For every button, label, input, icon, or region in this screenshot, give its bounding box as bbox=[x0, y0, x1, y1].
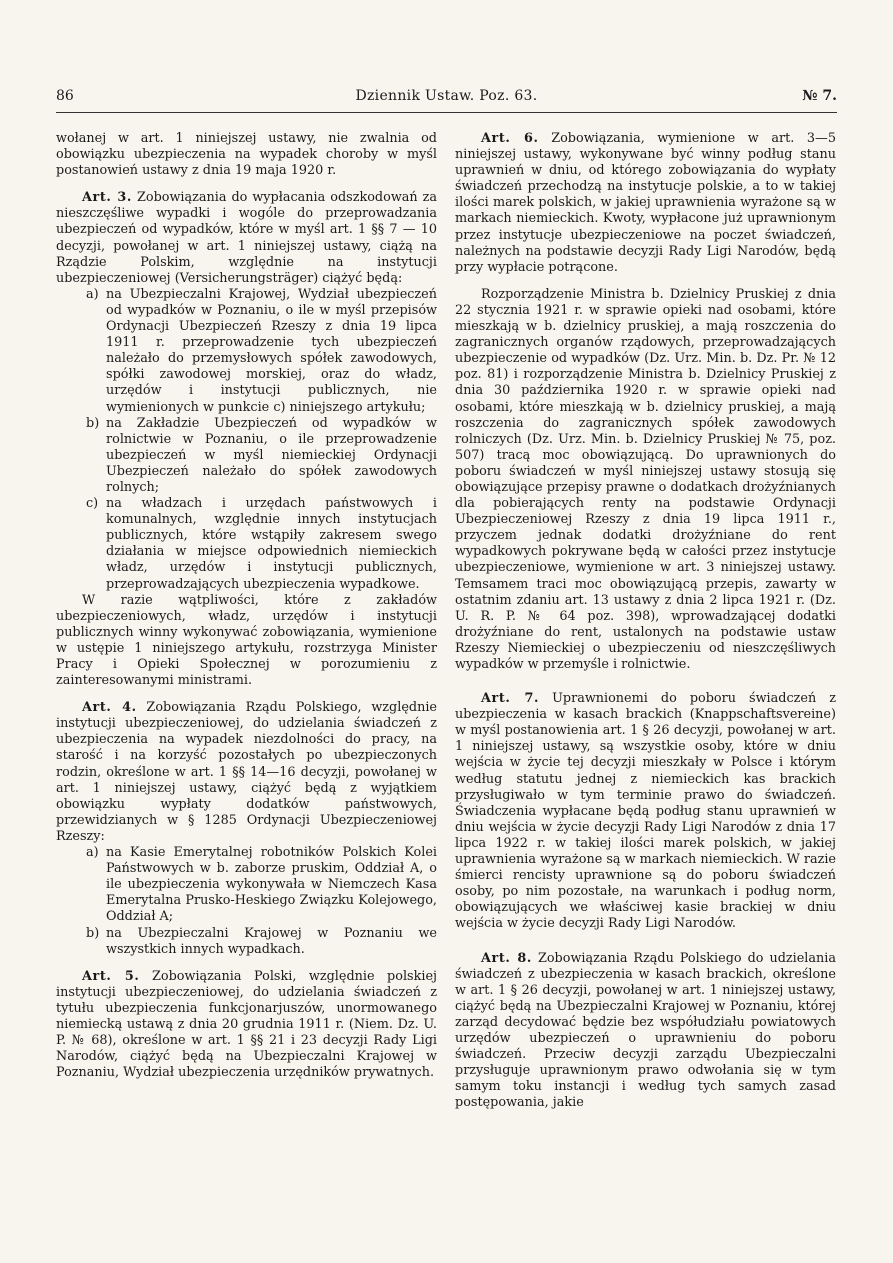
right-column bbox=[455, 131, 836, 1231]
page-header bbox=[56, 88, 837, 113]
article-7 bbox=[455, 691, 836, 932]
article-4-label: Art. 4. bbox=[82, 700, 137, 716]
article-4 bbox=[56, 700, 437, 845]
article-7-text: Uprawnionemi do poboru świadczeń z ubezpieczenia w kasach brackich (Knappschaftsvereine) w myśl postanowienia art. 1 § 26 decyzji, powołanej w art. 1 niniejszej ustawy, są wszystkie osoby, które w dniu wejścia w życie tej decyzji mieszkały w Polsce i którym według statutu jednej z niemieckich kas brackich przysługiwało w tym terminie prawo do świadczeń. Świadczenia wypłacane będą podług stanu uprawnień w dniu wejścia w życie decyzji Rady Ligi Narodów z dnia 17 lipca 1922 r. w takiej ilości marek polskich, w jakiej uprawnienia wyrażone są w markach niemieckich. W razie śmierci rencisty uprawnione są do poboru świadczeń osoby, po nim pozostałe, na warunkach i podług norm, obowiązujących we właściwej kasie brackiej w dniu wejścia w życie decyzji Rady Ligi Narodów. bbox=[455, 691, 836, 932]
list-item: b) na Ubezpieczalni Krajowej w Poznaniu we wszystkich innych wypadkach. bbox=[86, 925, 437, 957]
article-6 bbox=[455, 131, 836, 276]
article-3-label: Art. 3. bbox=[82, 190, 132, 206]
article-6-paragraph-2: Rozporządzenie Ministra b. Dzielnicy Pruskiej z dnia 22 stycznia 1921 r. w sprawie opieki nad osobami, które mieszkają w b. dzielnicy pruskiej, a mają roszczenia do zagranicznych organów rządowych, przeprowadzających ubezpieczenie od wypadków (Dz. Urz. Min. b. Dz. Pr. № 12 poz. 81) i rozporządzenie Ministra b. Dzielnicy Pruskiej z dnia 30 października 1920 r. w sprawie opieki nad osobami, które mieszkają w b. dzielnicy pruskiej, a mają roszczenia do zagranicznych spółek zawodowych rolniczych (Dz. Urz. Min. b. Dzielnicy Pruskiej № 75, poz. 507) tracą moc obowiązującą. Do uprawnionych do poboru świadczeń w myśl niniejszej ustawy stosują się obowiązujące przepisy prawne o dodatkach drożyźnianych dla pobierających renty na podstawie Ordynacji Ubezpieczeniowej Rzeszy z dnia 19 lipca 1911 r., przyczem jednak dodatki drożyźniane do rent wypadkowych pokrywane będą w całości przez instytucje ubezpieczeniowe, wymienione w art. 3 niniejszej ustawy. Temsamem traci moc obowiązującą przepis, zawarty w ostatnim zdaniu art. 13 ustawy z dnia 2 lipca 1921 r. (Dz. U. R. P. № 64 poz. 398), wprowadzającej dodatki drożyźniane do rent, ustalonych na podstawie ustaw Rzeszy Niemieckiej o ubezpieczeniu od nieszczęśliwych wypadków w przemyśle i rolnictwie. bbox=[455, 286, 836, 672]
issue-number: № 7. bbox=[802, 88, 837, 104]
article-3 bbox=[56, 190, 437, 287]
article-8-label: Art. 8. bbox=[481, 950, 532, 966]
journal-title: Dziennik Ustaw. Poz. 63. bbox=[355, 88, 538, 104]
article-7-label: Art. 7. bbox=[481, 691, 540, 707]
left-column bbox=[56, 131, 437, 1231]
article-3-text: Zobowiązania do wypłacania odszkodowań za nieszczęśliwe wypadki i wogóle do przeprowadzania ubezpieczeń od wypadków, które w myśl art. 1 §§ 7 — 10 decyzji, powołanej w art. 1 niniejszej ustawy, ciążą na Rządzie Polskim, względnie na instytucji ubezpieczeniowej (Versicherungsträger) ciążyć będą: bbox=[56, 190, 437, 286]
article-5-text: Zobowiązania Polski, względnie polskiej instytucji ubezpieczeniowej, do udzielania świadczeń z tytułu ubezpieczenia funkcjonarjuszów, unormowanego niemiecką ustawą z dnia 20 grudnia 1911 r. (Niem. Dz. U. P. № 68), określone w art. 1 §§ 21 i 23 decyzji Rady Ligi Narodów, ciążyć będą na Ubezpieczalni Krajowej w Poznaniu, Wydział ubezpieczenia urzędników prywatnych. bbox=[56, 968, 437, 1081]
continued-paragraph: wołanej w art. 1 niniejszej ustawy, nie zwalnia od obowiązku ubezpieczenia na wypadek choroby w myśl postanowień ustawy z dnia 19 maja 1920 r. bbox=[56, 131, 437, 179]
article-8-text: Zobowiązania Rządu Polskiego do udzielania świadczeń z ubezpieczenia w kasach brackich, określone w art. 1 § 26 decyzji, powołanej w art. 1 niniejszej ustawy, ciążyć będą na Ubezpieczalni Krajowej w Poznaniu, której zarząd decydować będzie bez współudziału powiatowych urzędów ubezpieczeń o uprawnieniu do poboru świadczeń. Przeciw decyzji zarządu Ubezpieczalni przysługuje uprawnionym prawo odwołania się w tym samym toku instancji i według tych samych zasad postępowania, jakie bbox=[455, 950, 836, 1111]
list-item: a) na Ubezpieczalni Krajowej, Wydział ubezpieczeń od wypadków w Poznaniu, o ile w myśl przepisów Ordynacji Ubezpieczeń Rzeszy z dnia 19 lipca 1911 r. przeprowadzenie tych ubezpieczeń należało do przemysłowych spółek zawodowych, spółki zawodowej morskiej, oraz do władz, urzędów i instytucji publicznych, nie wymienionych w punkcie c) niniejszego artykułu; bbox=[86, 286, 437, 415]
list-item: a) na Kasie Emerytalnej robotników Polskich Kolei Państwowych w b. zaborze pruskim, Oddział A, o ile ubezpieczenia wykonywała w Niemczech Kasa Emerytalna Prusko-Heskiego Związku Kolejowego, Oddział A; bbox=[86, 845, 437, 925]
article-4-text: Zobowiązania Rządu Polskiego, względnie instytucji ubezpieczeniowej, do udzielania świadczeń z ubezpieczenia na wypadek niezdolności do pracy, na starość i na korzyść pozostałych po ubezpieczonych rodzin, określone w art. 1 §§ 14—16 decyzji, powołanej w art. 1 niniejszej ustawy, ciążyć będą z wyjątkiem obowiązku wypłaty dodatków państwowych, przewidzianych w § 1285 Ordynacji Ubezpieczeniowej Rzeszy: bbox=[56, 700, 437, 844]
list-item: b) na Zakładzie Ubezpieczeń od wypadków w rolnictwie w Poznaniu, o ile przeprowadzenie ubezpieczeń w myśl niemieckiej Ordynacji Ubezpieczeń należało do spółek zawodowych rolnych; bbox=[86, 415, 437, 495]
article-5-label: Art. 5. bbox=[82, 968, 140, 984]
page-number: 86 bbox=[56, 88, 74, 104]
article-6-label: Art. 6. bbox=[481, 131, 539, 146]
article-6-text: Zobowiązania, wymienione w art. 3—5 niniejszej ustawy, wykonywane być winny podług stanu uprawnień w dniu, od którego zobowiązania do wypłaty świadczeń przechodzą na instytucje polskie, a to w takiej ilości marek polskich, w jakiej uprawnienia wyrażone są w markach niemieckich. Kwoty, wypłacone już uprawnionym przez instytucje ubezpieczeniowe na poczet świadczeń, należnych na podstawie decyzji Rady Ligi Narodów, będą przy wypłacie potrącone. bbox=[455, 131, 836, 275]
article-5 bbox=[56, 969, 437, 1082]
article-3-closing: W razie wątpliwości, które z zakładów ubezpieczeniowych, władz, urzędów i instytucji publicznych winny wykonywać zobowiązania, wymienione w ustępie 1 niniejszego artykułu, rozstrzyga Minister Pracy i Opieki Społecznej w porozumieniu z zainteresowanymi ministrami. bbox=[56, 592, 437, 689]
article-8 bbox=[455, 951, 836, 1112]
list-item: c) na władzach i urzędach państwowych i komunalnych, względnie innych instytucjach publicznych, które wstąpiły zakresem swego działania w miejsce odpowiednich niemieckich władz, urzędów i instytucji publicznych, przeprowadzających ubezpieczenia wypadkowe. bbox=[86, 496, 437, 592]
